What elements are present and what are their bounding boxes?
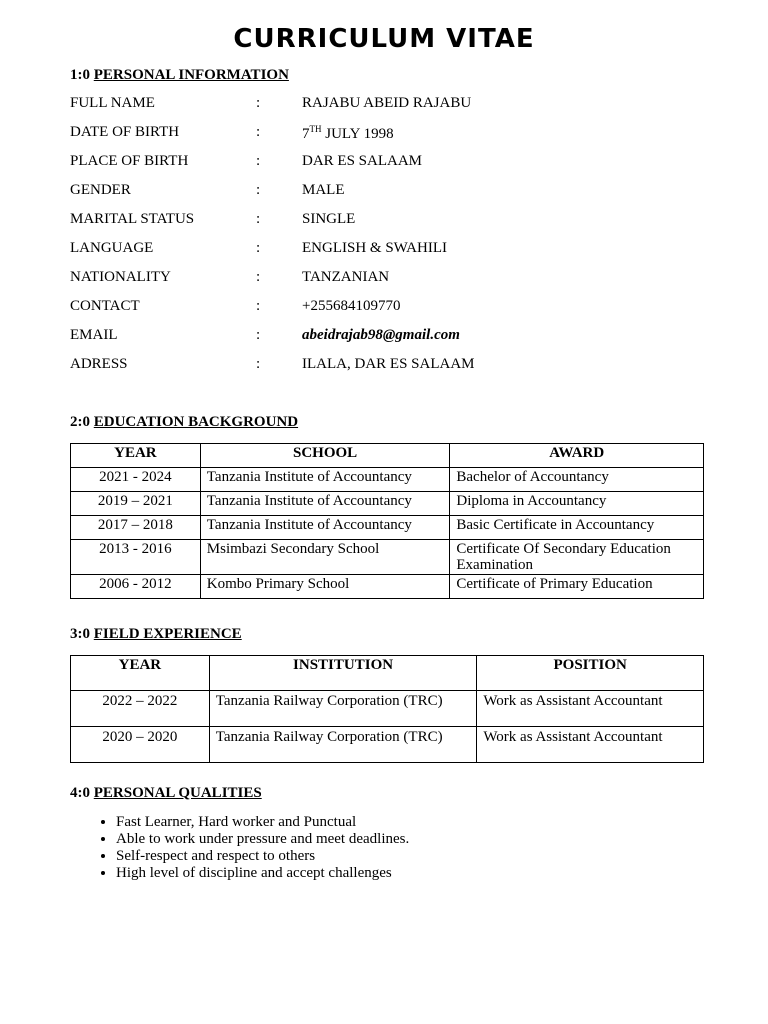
info-label: DATE OF BIRTH <box>70 124 180 140</box>
qualities-heading <box>70 785 262 802</box>
info-colon: : <box>256 153 261 169</box>
table-row <box>71 691 704 727</box>
info-row-date-of-birth <box>70 124 710 144</box>
info-value: TANZANIAN <box>302 269 390 285</box>
cell-institution: Tanzania Railway Corporation (TRC) <box>209 691 477 727</box>
cell-school: Kombo Primary School <box>200 575 450 599</box>
table-header-row <box>71 656 704 691</box>
cell-year: 2022 – 2022 <box>71 691 210 727</box>
table-row <box>71 468 704 492</box>
section-number: 3:0 <box>70 626 90 642</box>
info-value: +255684109770 <box>302 298 401 314</box>
cell-institution: Tanzania Railway Corporation (TRC) <box>209 727 477 763</box>
info-label: FULL NAME <box>70 95 155 111</box>
cell-award: Basic Certificate in Accountancy <box>450 516 704 540</box>
info-value: RAJABU ABEID RAJABU <box>302 95 472 111</box>
cell-position: Work as Assistant Accountant <box>477 727 704 763</box>
info-value: ILALA, DAR ES SALAAM <box>302 356 475 372</box>
info-label: PLACE OF BIRTH <box>70 153 189 169</box>
column-header-year: YEAR <box>71 656 210 691</box>
info-row-gender <box>70 182 710 202</box>
page-title: CURRICULUM VITAE <box>233 24 535 54</box>
info-label: EMAIL <box>70 327 118 343</box>
list-item: • Fast Learner, Hard worker and Punctual <box>116 814 409 831</box>
info-value: ENGLISH & SWAHILI <box>302 240 447 256</box>
section-title: FIELD EXPERIENCE <box>93 626 242 642</box>
cell-school: Tanzania Institute of Accountancy <box>200 468 450 492</box>
dob-month-year: JULY 1998 <box>321 126 394 142</box>
qualities-list <box>70 814 409 882</box>
education-table <box>70 443 704 599</box>
cell-position: Work as Assistant Accountant <box>477 691 704 727</box>
cell-school: Tanzania Institute of Accountancy <box>200 492 450 516</box>
cell-year: 2006 - 2012 <box>71 575 201 599</box>
list-item: • High level of discipline and accept challenges <box>116 865 409 882</box>
cell-year: 2019 – 2021 <box>71 492 201 516</box>
section-number: 4:0 <box>70 785 90 801</box>
section-number: 2:0 <box>70 414 90 430</box>
list-item: • Able to work under pressure and meet deadlines. <box>116 831 409 848</box>
info-colon: : <box>256 182 261 198</box>
dob-day: 7 <box>302 126 310 142</box>
table-row <box>71 727 704 763</box>
info-label: LANGUAGE <box>70 240 154 256</box>
section-title: EDUCATION BACKGROUND <box>93 414 299 430</box>
info-row-full-name <box>70 95 710 115</box>
info-value: DAR ES SALAAM <box>302 153 423 169</box>
email-value: abeidrajab98@gmail.com <box>302 327 460 343</box>
info-colon: : <box>256 327 261 343</box>
education-heading <box>70 414 298 431</box>
cell-award: Certificate of Primary Education <box>450 575 704 599</box>
info-colon: : <box>256 298 261 314</box>
info-label: ADRESS <box>70 356 128 372</box>
cell-school: Tanzania Institute of Accountancy <box>200 516 450 540</box>
info-colon: : <box>256 356 261 372</box>
list-item: • Self-respect and respect to others <box>116 848 409 865</box>
info-colon: : <box>256 240 261 256</box>
column-header-school: SCHOOL <box>200 444 450 468</box>
experience-heading <box>70 626 242 643</box>
info-row-email <box>70 327 710 347</box>
info-value: SINGLE <box>302 211 356 227</box>
column-header-year: YEAR <box>71 444 201 468</box>
section-number: 1:0 <box>70 67 90 83</box>
info-label: CONTACT <box>70 298 140 314</box>
table-header-row <box>71 444 704 468</box>
info-row-nationality <box>70 269 710 289</box>
cell-year: 2021 - 2024 <box>71 468 201 492</box>
cell-school: Msimbazi Secondary School <box>200 540 450 575</box>
info-colon: : <box>256 269 261 285</box>
info-colon: : <box>256 211 261 227</box>
table-row <box>71 540 704 575</box>
cell-award: Bachelor of Accountancy <box>450 468 704 492</box>
info-row-language <box>70 240 710 260</box>
column-header-institution: INSTITUTION <box>209 656 477 691</box>
info-value: MALE <box>302 182 345 198</box>
column-header-award: AWARD <box>450 444 704 468</box>
table-row <box>71 492 704 516</box>
info-label: NATIONALITY <box>70 269 171 285</box>
experience-table <box>70 655 704 763</box>
info-value <box>302 124 394 143</box>
info-colon: : <box>256 95 261 111</box>
table-row <box>71 516 704 540</box>
section-title: PERSONAL QUALITIES <box>93 785 262 801</box>
info-row-contact <box>70 298 710 318</box>
cell-award: Certificate Of Secondary Education Examination <box>450 540 704 575</box>
column-header-position: POSITION <box>477 656 704 691</box>
info-colon: : <box>256 124 261 140</box>
table-row <box>71 575 704 599</box>
dob-ordinal: TH <box>309 124 322 134</box>
personal-info-heading <box>70 67 289 84</box>
cell-year: 2020 – 2020 <box>71 727 210 763</box>
info-row-place-of-birth <box>70 153 710 173</box>
info-label: MARITAL STATUS <box>70 211 195 227</box>
section-title: PERSONAL INFORMATION <box>93 67 289 83</box>
info-label: GENDER <box>70 182 131 198</box>
cell-year: 2013 - 2016 <box>71 540 201 575</box>
cell-year: 2017 – 2018 <box>71 516 201 540</box>
info-row-address <box>70 356 710 376</box>
info-row-marital-status <box>70 211 710 231</box>
cell-award: Diploma in Accountancy <box>450 492 704 516</box>
